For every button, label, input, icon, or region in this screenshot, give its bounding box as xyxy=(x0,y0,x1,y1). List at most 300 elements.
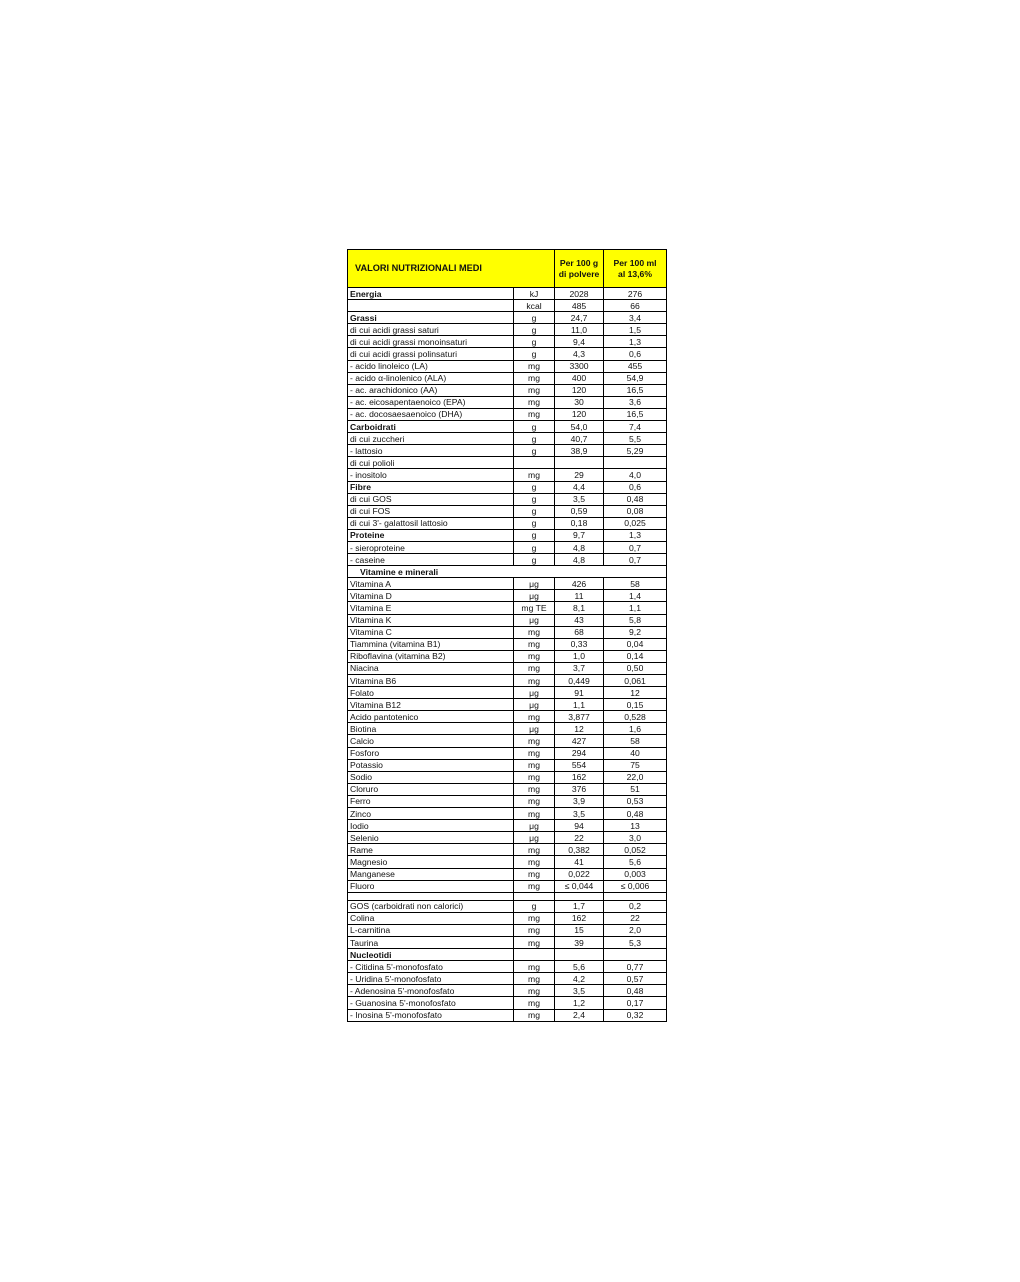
unit-cell: g xyxy=(514,312,555,324)
value-per-100g: 120 xyxy=(555,384,604,396)
table-row xyxy=(348,638,667,650)
value-per-100g: 294 xyxy=(555,747,604,759)
value-per-100ml: 75 xyxy=(604,759,667,771)
nutrient-name: Carboidrati xyxy=(348,421,514,433)
table-row xyxy=(348,912,667,924)
value-per-100ml: 0,528 xyxy=(604,711,667,723)
nutrient-name: Rame xyxy=(348,844,514,856)
value-per-100ml: 22 xyxy=(604,912,667,924)
value-per-100g: 3,5 xyxy=(555,985,604,997)
unit-cell: mg xyxy=(514,997,555,1009)
value-per-100ml: 5,29 xyxy=(604,445,667,457)
value-per-100ml: 3,0 xyxy=(604,832,667,844)
table-row xyxy=(348,566,667,578)
value-per-100g: 4,8 xyxy=(555,541,604,553)
value-per-100g: 9,4 xyxy=(555,336,604,348)
nutrient-name: di cui zuccheri xyxy=(348,433,514,445)
value-per-100ml: 9,2 xyxy=(604,626,667,638)
table-row xyxy=(348,997,667,1009)
nutrient-name: di cui GOS xyxy=(348,493,514,505)
value-per-100g: 162 xyxy=(555,771,604,783)
nutrient-name: L-carnitina xyxy=(348,924,514,936)
value-per-100ml: 0,17 xyxy=(604,997,667,1009)
nutrient-name: Zinco xyxy=(348,808,514,820)
nutrient-name: Calcio xyxy=(348,735,514,747)
value-per-100g: 485 xyxy=(555,300,604,312)
table-row xyxy=(348,300,667,312)
nutrient-name: Selenio xyxy=(348,832,514,844)
value-per-100g: 43 xyxy=(555,614,604,626)
nutrient-name: - Uridina 5'-monofosfato xyxy=(348,973,514,985)
unit-cell: g xyxy=(514,481,555,493)
unit-cell: kJ xyxy=(514,288,555,300)
value-per-100g: 94 xyxy=(555,820,604,832)
value-per-100ml: 58 xyxy=(604,735,667,747)
value-per-100ml: 5,5 xyxy=(604,433,667,445)
table-row xyxy=(348,662,667,674)
value-per-100g: 54,0 xyxy=(555,421,604,433)
unit-cell: μg xyxy=(514,578,555,590)
table-row xyxy=(348,541,667,553)
table-body xyxy=(348,288,667,1022)
nutrient-name: Colina xyxy=(348,912,514,924)
nutrient-name: Fibre xyxy=(348,481,514,493)
nutrient-name: di cui acidi grassi monoinsaturi xyxy=(348,336,514,348)
table-row xyxy=(348,614,667,626)
value-per-100g: 1,0 xyxy=(555,650,604,662)
unit-cell: g xyxy=(514,336,555,348)
table-row xyxy=(348,832,667,844)
unit-cell: g xyxy=(514,517,555,529)
value-per-100ml: 3,6 xyxy=(604,396,667,408)
value-per-100ml: 0,025 xyxy=(604,517,667,529)
value-per-100ml: 66 xyxy=(604,300,667,312)
nutrient-name: Folato xyxy=(348,687,514,699)
unit-cell: g xyxy=(514,324,555,336)
value-per-100ml: 0,7 xyxy=(604,541,667,553)
value-per-100ml: 4,0 xyxy=(604,469,667,481)
value-per-100g: 1,1 xyxy=(555,699,604,711)
value-per-100g: 1,2 xyxy=(555,997,604,1009)
table-row xyxy=(348,481,667,493)
unit-cell: μg xyxy=(514,699,555,711)
table-row xyxy=(348,973,667,985)
nutrient-name: Iodio xyxy=(348,820,514,832)
nutrient-name: Energia xyxy=(348,288,514,300)
value-per-100ml: 13 xyxy=(604,820,667,832)
nutrient-name: - sieroproteine xyxy=(348,541,514,553)
unit-cell: mg xyxy=(514,747,555,759)
value-per-100ml: 0,53 xyxy=(604,795,667,807)
unit-cell: mg xyxy=(514,795,555,807)
table-row xyxy=(348,924,667,936)
table-row xyxy=(348,384,667,396)
unit-cell: mg xyxy=(514,783,555,795)
unit-cell: mg xyxy=(514,650,555,662)
table-row xyxy=(348,808,667,820)
value-per-100g: 4,2 xyxy=(555,973,604,985)
value-per-100ml: 0,2 xyxy=(604,900,667,912)
value-per-100g: 3,877 xyxy=(555,711,604,723)
column-header-per-100g xyxy=(555,250,604,288)
unit-cell: mg TE xyxy=(514,602,555,614)
nutrient-name: Vitamina C xyxy=(348,626,514,638)
value-per-100ml xyxy=(604,457,667,469)
unit-cell xyxy=(514,892,555,900)
value-per-100ml: 51 xyxy=(604,783,667,795)
value-per-100g: 3,7 xyxy=(555,662,604,674)
table-row xyxy=(348,602,667,614)
nutrient-name: - lattosio xyxy=(348,445,514,457)
table-row xyxy=(348,372,667,384)
nutrient-name: Vitamina D xyxy=(348,590,514,602)
nutrient-name: - ac. eicosapentaenoico (EPA) xyxy=(348,396,514,408)
table-row xyxy=(348,348,667,360)
value-per-100ml: 5,8 xyxy=(604,614,667,626)
value-per-100ml: 0,6 xyxy=(604,481,667,493)
value-per-100g: 11 xyxy=(555,590,604,602)
table-row xyxy=(348,856,667,868)
value-per-100ml: 5,6 xyxy=(604,856,667,868)
unit-cell: mg xyxy=(514,961,555,973)
value-per-100g: 3300 xyxy=(555,360,604,372)
value-per-100ml: 0,77 xyxy=(604,961,667,973)
value-per-100ml: 40 xyxy=(604,747,667,759)
value-per-100g: 24,7 xyxy=(555,312,604,324)
nutrient-name: Sodio xyxy=(348,771,514,783)
value-per-100g: 15 xyxy=(555,924,604,936)
unit-cell: mg xyxy=(514,1009,555,1021)
table-row xyxy=(348,844,667,856)
value-per-100ml: 0,50 xyxy=(604,662,667,674)
unit-cell: mg xyxy=(514,626,555,638)
column-header-per-100ml xyxy=(604,250,667,288)
unit-cell: mg xyxy=(514,985,555,997)
value-per-100ml: 3,4 xyxy=(604,312,667,324)
nutrient-name: - ac. docosaesaenoico (DHA) xyxy=(348,408,514,420)
value-per-100ml: 0,48 xyxy=(604,808,667,820)
value-per-100ml: 1,6 xyxy=(604,723,667,735)
unit-cell: kcal xyxy=(514,300,555,312)
table-row xyxy=(348,336,667,348)
value-per-100ml: 22,0 xyxy=(604,771,667,783)
unit-cell: mg xyxy=(514,408,555,420)
column-header-per-100g-line2: di polvere xyxy=(558,268,600,279)
table-row xyxy=(348,578,667,590)
table-row xyxy=(348,505,667,517)
value-per-100g: 0,59 xyxy=(555,505,604,517)
value-per-100g: 68 xyxy=(555,626,604,638)
unit-cell: g xyxy=(514,493,555,505)
table-row xyxy=(348,892,667,900)
value-per-100ml: 0,15 xyxy=(604,699,667,711)
value-per-100g: 0,382 xyxy=(555,844,604,856)
unit-cell: mg xyxy=(514,924,555,936)
value-per-100g xyxy=(555,949,604,961)
nutrient-name: - Adenosina 5'-monofosfato xyxy=(348,985,514,997)
unit-cell: μg xyxy=(514,820,555,832)
unit-cell: μg xyxy=(514,614,555,626)
value-per-100g: 9,7 xyxy=(555,529,604,541)
unit-cell: g xyxy=(514,541,555,553)
unit-cell: μg xyxy=(514,832,555,844)
value-per-100g: 41 xyxy=(555,856,604,868)
nutrient-name: Grassi xyxy=(348,312,514,324)
value-per-100g: 376 xyxy=(555,783,604,795)
value-per-100g: 91 xyxy=(555,687,604,699)
table-row xyxy=(348,900,667,912)
unit-cell: mg xyxy=(514,844,555,856)
table-title: VALORI NUTRIZIONALI MEDI xyxy=(348,250,555,288)
nutrient-name: di cui acidi grassi saturi xyxy=(348,324,514,336)
table-row xyxy=(348,880,667,892)
value-per-100g xyxy=(555,457,604,469)
unit-cell: mg xyxy=(514,396,555,408)
table-row xyxy=(348,324,667,336)
value-per-100ml: 0,003 xyxy=(604,868,667,880)
unit-cell: mg xyxy=(514,711,555,723)
table-row xyxy=(348,949,667,961)
unit-cell: mg xyxy=(514,856,555,868)
table-header xyxy=(348,250,667,288)
unit-cell: mg xyxy=(514,662,555,674)
table-row xyxy=(348,288,667,300)
value-per-100g: 426 xyxy=(555,578,604,590)
table-row xyxy=(348,936,667,948)
table-row xyxy=(348,517,667,529)
table-row xyxy=(348,408,667,420)
unit-cell: mg xyxy=(514,759,555,771)
value-per-100g: 29 xyxy=(555,469,604,481)
unit-cell: μg xyxy=(514,590,555,602)
nutrient-name: Potassio xyxy=(348,759,514,771)
value-per-100g: 4,8 xyxy=(555,554,604,566)
column-header-per-100g-line1: Per 100 g xyxy=(559,257,599,268)
unit-cell xyxy=(514,457,555,469)
table-row xyxy=(348,433,667,445)
value-per-100ml xyxy=(604,949,667,961)
table-row xyxy=(348,469,667,481)
value-per-100g: 12 xyxy=(555,723,604,735)
value-per-100ml: 0,7 xyxy=(604,554,667,566)
value-per-100ml: 0,48 xyxy=(604,493,667,505)
table-row xyxy=(348,590,667,602)
table-row xyxy=(348,421,667,433)
table-row xyxy=(348,711,667,723)
table-row xyxy=(348,699,667,711)
value-per-100g: 30 xyxy=(555,396,604,408)
value-per-100g: 4,4 xyxy=(555,481,604,493)
unit-cell: g xyxy=(514,433,555,445)
value-per-100g: 8,1 xyxy=(555,602,604,614)
nutrient-name: Taurina xyxy=(348,936,514,948)
value-per-100g: 0,022 xyxy=(555,868,604,880)
value-per-100g: ≤ 0,044 xyxy=(555,880,604,892)
nutrient-name: Magnesio xyxy=(348,856,514,868)
unit-cell: g xyxy=(514,554,555,566)
column-header-per-100ml-line1: Per 100 ml xyxy=(613,257,657,268)
table-row xyxy=(348,360,667,372)
nutrient-name: Vitamina K xyxy=(348,614,514,626)
table-row xyxy=(348,723,667,735)
value-per-100ml: 16,5 xyxy=(604,384,667,396)
nutrient-name: di cui 3'- galattosil lattosio xyxy=(348,517,514,529)
nutrient-name: Nucleotidi xyxy=(348,949,514,961)
unit-cell xyxy=(514,949,555,961)
unit-cell: mg xyxy=(514,936,555,948)
value-per-100ml: 0,14 xyxy=(604,650,667,662)
unit-cell: g xyxy=(514,529,555,541)
header-row xyxy=(348,250,667,288)
table-row xyxy=(348,1009,667,1021)
nutrient-name: Proteine xyxy=(348,529,514,541)
value-per-100ml: 2,0 xyxy=(604,924,667,936)
value-per-100ml: 54,9 xyxy=(604,372,667,384)
value-per-100ml: ≤ 0,006 xyxy=(604,880,667,892)
unit-cell: mg xyxy=(514,771,555,783)
unit-cell: mg xyxy=(514,360,555,372)
nutrient-name: Ferro xyxy=(348,795,514,807)
table-row xyxy=(348,795,667,807)
nutrient-name: Vitamina E xyxy=(348,602,514,614)
nutrient-name: - Guanosina 5'-monofosfato xyxy=(348,997,514,1009)
table-row xyxy=(348,985,667,997)
table-row xyxy=(348,820,667,832)
unit-cell: mg xyxy=(514,973,555,985)
unit-cell: mg xyxy=(514,868,555,880)
value-per-100ml: 58 xyxy=(604,578,667,590)
table-row xyxy=(348,771,667,783)
table-row xyxy=(348,687,667,699)
nutrient-name: Vitamina B12 xyxy=(348,699,514,711)
value-per-100g: 0,449 xyxy=(555,675,604,687)
nutrient-name: Acido pantotenico xyxy=(348,711,514,723)
value-per-100g: 11,0 xyxy=(555,324,604,336)
value-per-100ml: 1,1 xyxy=(604,602,667,614)
table-row xyxy=(348,650,667,662)
table-row xyxy=(348,445,667,457)
value-per-100ml: 0,57 xyxy=(604,973,667,985)
nutrient-name: Riboflavina (vitamina B2) xyxy=(348,650,514,662)
table-row xyxy=(348,747,667,759)
nutrient-name: Niacina xyxy=(348,662,514,674)
value-per-100ml: 0,48 xyxy=(604,985,667,997)
nutrient-name: di cui acidi grassi polinsaturi xyxy=(348,348,514,360)
value-per-100ml: 1,3 xyxy=(604,529,667,541)
nutrient-name xyxy=(348,300,514,312)
table-row xyxy=(348,554,667,566)
value-per-100ml: 0,052 xyxy=(604,844,667,856)
value-per-100g: 400 xyxy=(555,372,604,384)
nutrient-name: - ac. arachidonico (AA) xyxy=(348,384,514,396)
nutrient-name: - Citidina 5'-monofosfato xyxy=(348,961,514,973)
nutrient-name: Tiammina (vitamina B1) xyxy=(348,638,514,650)
table-row xyxy=(348,961,667,973)
nutrient-name: Biotina xyxy=(348,723,514,735)
nutrient-name: - Inosina 5'-monofosfato xyxy=(348,1009,514,1021)
value-per-100g: 5,6 xyxy=(555,961,604,973)
unit-cell: mg xyxy=(514,735,555,747)
nutrient-name: Fosforo xyxy=(348,747,514,759)
unit-cell: g xyxy=(514,505,555,517)
unit-cell: mg xyxy=(514,808,555,820)
nutrition-table xyxy=(347,249,667,1022)
value-per-100g: 3,5 xyxy=(555,493,604,505)
nutrient-name: - acido linoleico (LA) xyxy=(348,360,514,372)
nutrient-name: - acido α-linolenico (ALA) xyxy=(348,372,514,384)
value-per-100g: 2,4 xyxy=(555,1009,604,1021)
table-row xyxy=(348,312,667,324)
value-per-100g: 554 xyxy=(555,759,604,771)
value-per-100g: 1,7 xyxy=(555,900,604,912)
unit-cell: mg xyxy=(514,880,555,892)
value-per-100g: 2028 xyxy=(555,288,604,300)
nutrient-name: Vitamina A xyxy=(348,578,514,590)
unit-cell: mg xyxy=(514,384,555,396)
nutrient-name: di cui polioli xyxy=(348,457,514,469)
unit-cell: g xyxy=(514,348,555,360)
value-per-100ml: 0,061 xyxy=(604,675,667,687)
table-row xyxy=(348,735,667,747)
section-heading: Vitamine e minerali xyxy=(348,566,667,578)
value-per-100g: 0,33 xyxy=(555,638,604,650)
value-per-100ml: 7,4 xyxy=(604,421,667,433)
value-per-100g: 40,7 xyxy=(555,433,604,445)
value-per-100g: 22 xyxy=(555,832,604,844)
column-header-per-100ml-line2: al 13,6% xyxy=(618,268,652,279)
unit-cell: g xyxy=(514,421,555,433)
value-per-100ml: 16,5 xyxy=(604,408,667,420)
unit-cell: g xyxy=(514,445,555,457)
nutrient-name: GOS (carboidrati non calorici) xyxy=(348,900,514,912)
nutrient-name: di cui FOS xyxy=(348,505,514,517)
unit-cell: mg xyxy=(514,912,555,924)
nutrient-name: Fluoro xyxy=(348,880,514,892)
table-row xyxy=(348,868,667,880)
value-per-100ml: 5,3 xyxy=(604,936,667,948)
table-row xyxy=(348,675,667,687)
nutrient-name: - caseine xyxy=(348,554,514,566)
unit-cell: μg xyxy=(514,723,555,735)
nutrient-name: Vitamina B6 xyxy=(348,675,514,687)
table-row xyxy=(348,783,667,795)
value-per-100ml: 0,04 xyxy=(604,638,667,650)
value-per-100g: 3,9 xyxy=(555,795,604,807)
value-per-100ml xyxy=(604,892,667,900)
value-per-100ml: 1,4 xyxy=(604,590,667,602)
value-per-100g: 39 xyxy=(555,936,604,948)
nutrient-name: Cloruro xyxy=(348,783,514,795)
unit-cell: mg xyxy=(514,675,555,687)
value-per-100g: 427 xyxy=(555,735,604,747)
unit-cell: mg xyxy=(514,469,555,481)
value-per-100g: 38,9 xyxy=(555,445,604,457)
value-per-100g xyxy=(555,892,604,900)
value-per-100ml: 276 xyxy=(604,288,667,300)
nutrient-name: - inositolo xyxy=(348,469,514,481)
value-per-100g: 3,5 xyxy=(555,808,604,820)
value-per-100ml: 12 xyxy=(604,687,667,699)
table-row xyxy=(348,457,667,469)
value-per-100ml: 0,6 xyxy=(604,348,667,360)
value-per-100g: 0,18 xyxy=(555,517,604,529)
unit-cell: μg xyxy=(514,687,555,699)
value-per-100ml: 455 xyxy=(604,360,667,372)
table-row xyxy=(348,396,667,408)
value-per-100g: 120 xyxy=(555,408,604,420)
table-row xyxy=(348,626,667,638)
value-per-100g: 162 xyxy=(555,912,604,924)
